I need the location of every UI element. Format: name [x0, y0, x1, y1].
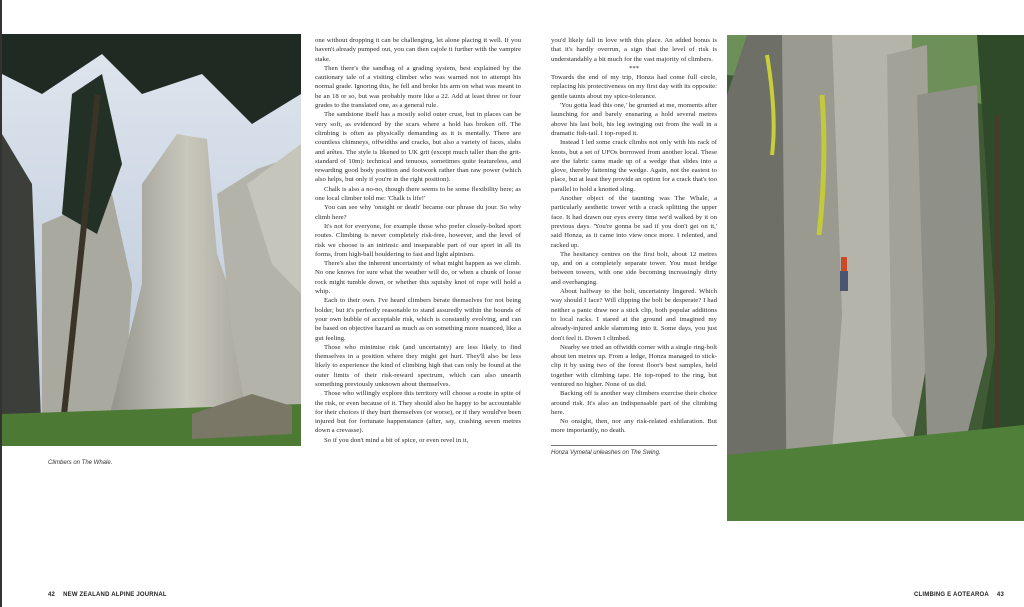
- paragraph: Each to their own. I've heard climbers berate themselves for not being bolder, but it's perfectly reasonable to stand assuredly within the bounds of your own bubble of acceptable risk, which is constantly evolving, and can be based on objective hazard as much as on something more nuanced, like a gut feeling.: [315, 297, 521, 342]
- paragraph: Those who willingly explore this territory will choose a route in spite of the risk, or even because of it. They should also be happy to be accountable for their choices if they hurt themselves (or worse), or if they would've been injured but for fortunate happenstance (after, say, crashing seven metres down a crevasse).: [315, 390, 521, 435]
- paragraph: Nearby we tried an offwidth corner with a single ring-bolt about ten metres up. From a ledge, Honza managed to stick-clip it by using two of the forest floor's best samples, held together with climbing tape. He top-roped to the ring, but ventured no higher. None of us did.: [551, 343, 717, 388]
- paragraph: There's also the inherent uncertainty of what might happen as we climb. No one knows for sure what the weather will do, or when a chunk of loose rock might tumble down, or whether this squishy knot of rope will hold a whip.: [315, 260, 521, 296]
- paragraph: Another object of the taunting was The Whale, a particularly aesthetic tower with a crack splitting the upper face. It had drawn our eyes every time we'd walked by it on previous days. 'You're gonna be sad if you don't get on it,' said Honza, as it came into view once more. I relented, and racked up.: [551, 195, 717, 249]
- paragraph: The hesitancy centres on the first bolt, about 12 metres up, and on a completely separate tower. You must bridge between towers, with one side becoming increasingly dirty and overhanging.: [551, 250, 717, 286]
- page-number: 42: [48, 592, 56, 598]
- running-title: CLIMBING E AOTEAROA: [914, 592, 989, 598]
- paragraph: So if you don't mind a bit of spice, or even revel in it,: [324, 436, 469, 444]
- photo-honza-on-the-swing: [727, 35, 1024, 521]
- running-footer-right: [914, 591, 1004, 599]
- paragraph: you'd likely fall in love with this place. An added bonus is that it's hardly overrun, a sign that the level of risk is understandably a bit much for the vast majority of climbers.: [551, 37, 717, 63]
- paragraph: It's not for everyone, for example those who prefer closely-bolted sport routes. Climbing is never completely risk-free, however, and the level of risk we choose is an intrinsic and inseparable part of our sport in all its forms, from high-ball bouldering to fast and light alpinism.: [315, 222, 521, 258]
- article-column-right: [551, 36, 717, 457]
- running-footer-left: [48, 591, 167, 599]
- paragraph: Chalk is also a no-no, though there seems to be some flexibility here; as one local climber told me: 'Chalk is life!': [315, 185, 521, 203]
- paragraph: Backing off is another way climbers exercise their choice around risk. It's also an indispensable part of the climbing here.: [551, 390, 717, 416]
- photo-caption: Honza Vymetal unleashes on The Swing.: [551, 449, 661, 456]
- article-column-left: [315, 36, 521, 445]
- caption-divider: [551, 445, 717, 446]
- section-break: ***: [628, 64, 640, 72]
- photo-climbers-on-the-whale: [2, 34, 301, 446]
- paragraph: Instead I led some crack climbs not only with his rack of knots, but a set of UFOs borrowed from another local. These are the fabric cams made up of a wedge that slides into a glove, thereby fattening the wedge. Again, not the easiest to place, but at least they provide an option for a crack that's too parallel to hold a knotted sling.: [551, 139, 717, 193]
- paragraph: Towards the end of my trip, Honza had come full circle, replacing his protectiveness on my first day with its opposite: gentle taunts about my spice-tolerance.: [551, 74, 717, 100]
- paragraph: one without dropping it can be challenging, let alone placing it well. If you haven't already pumped out, you can then cajole it further with the vampire stake.: [315, 37, 521, 63]
- page-number: 43: [996, 592, 1004, 598]
- running-title: NEW ZEALAND ALPINE JOURNAL: [63, 592, 167, 598]
- photo-caption: Climbers on The Whale.: [48, 460, 113, 466]
- paragraph: You can see why 'onsight or death' became our phrase du jour. So why climb here?: [315, 204, 521, 221]
- paragraph: About halfway to the bolt, uncertainty lingered. Which way should I face? Will clipping the bolt be desperate? I had neither a panic draw nor a stick clip, both popular additions to local racks. I stared at the ground and imagined my already-injured ankle slamming into it. Some days, you just don't feel it. Down I climbed.: [551, 288, 717, 342]
- paragraph: Then there's the sandbag of a grading system, best explained by the cautionary tale of a visiting climber who was warned not to attempt his normal grade. Ignoring this, he fell and broke his arm on what was meant to be an 18 or so, but was probably more like a 22. Add at least three or four grades to the translated one, as a general rule.: [315, 64, 521, 110]
- paragraph: The sandstone itself has a mostly solid outer crust, but in places can be very soft, as evidenced by the scars where a hold has broken off. The climbing is often as physically demanding as it is mentally. There are countless chimneys, offwidths and cracks, but also a variety of faces, slabs and arêtes. The style is likened to UK grit (except much taller than the grit-standard of 10m): technical and tenuous, sometimes quite featureless, and rewarding good body position and footwork rather than raw power (which also helps, but only if you're in the right position).: [315, 111, 521, 184]
- paragraph: Those who minimise risk (and uncertainty) are less likely to find themselves in a position where they might get hurt. They'll also be less likely to experience the kind of climbing high that can only be found at the outer limits of their risk-reward spectrum, which can also unearth something previously unknown about themselves.: [315, 343, 521, 388]
- paragraph: 'You gotta lead this one,' he grunted at me, moments after launching for and barely ensnaring a hold several metres above his last bolt, his leg swinging out from the wall in a dramatic fish-tail. I top-roped it.: [551, 102, 717, 137]
- paragraph: No onsight, then, nor any risk-related exhilaration. But more importantly, no death.: [551, 418, 717, 435]
